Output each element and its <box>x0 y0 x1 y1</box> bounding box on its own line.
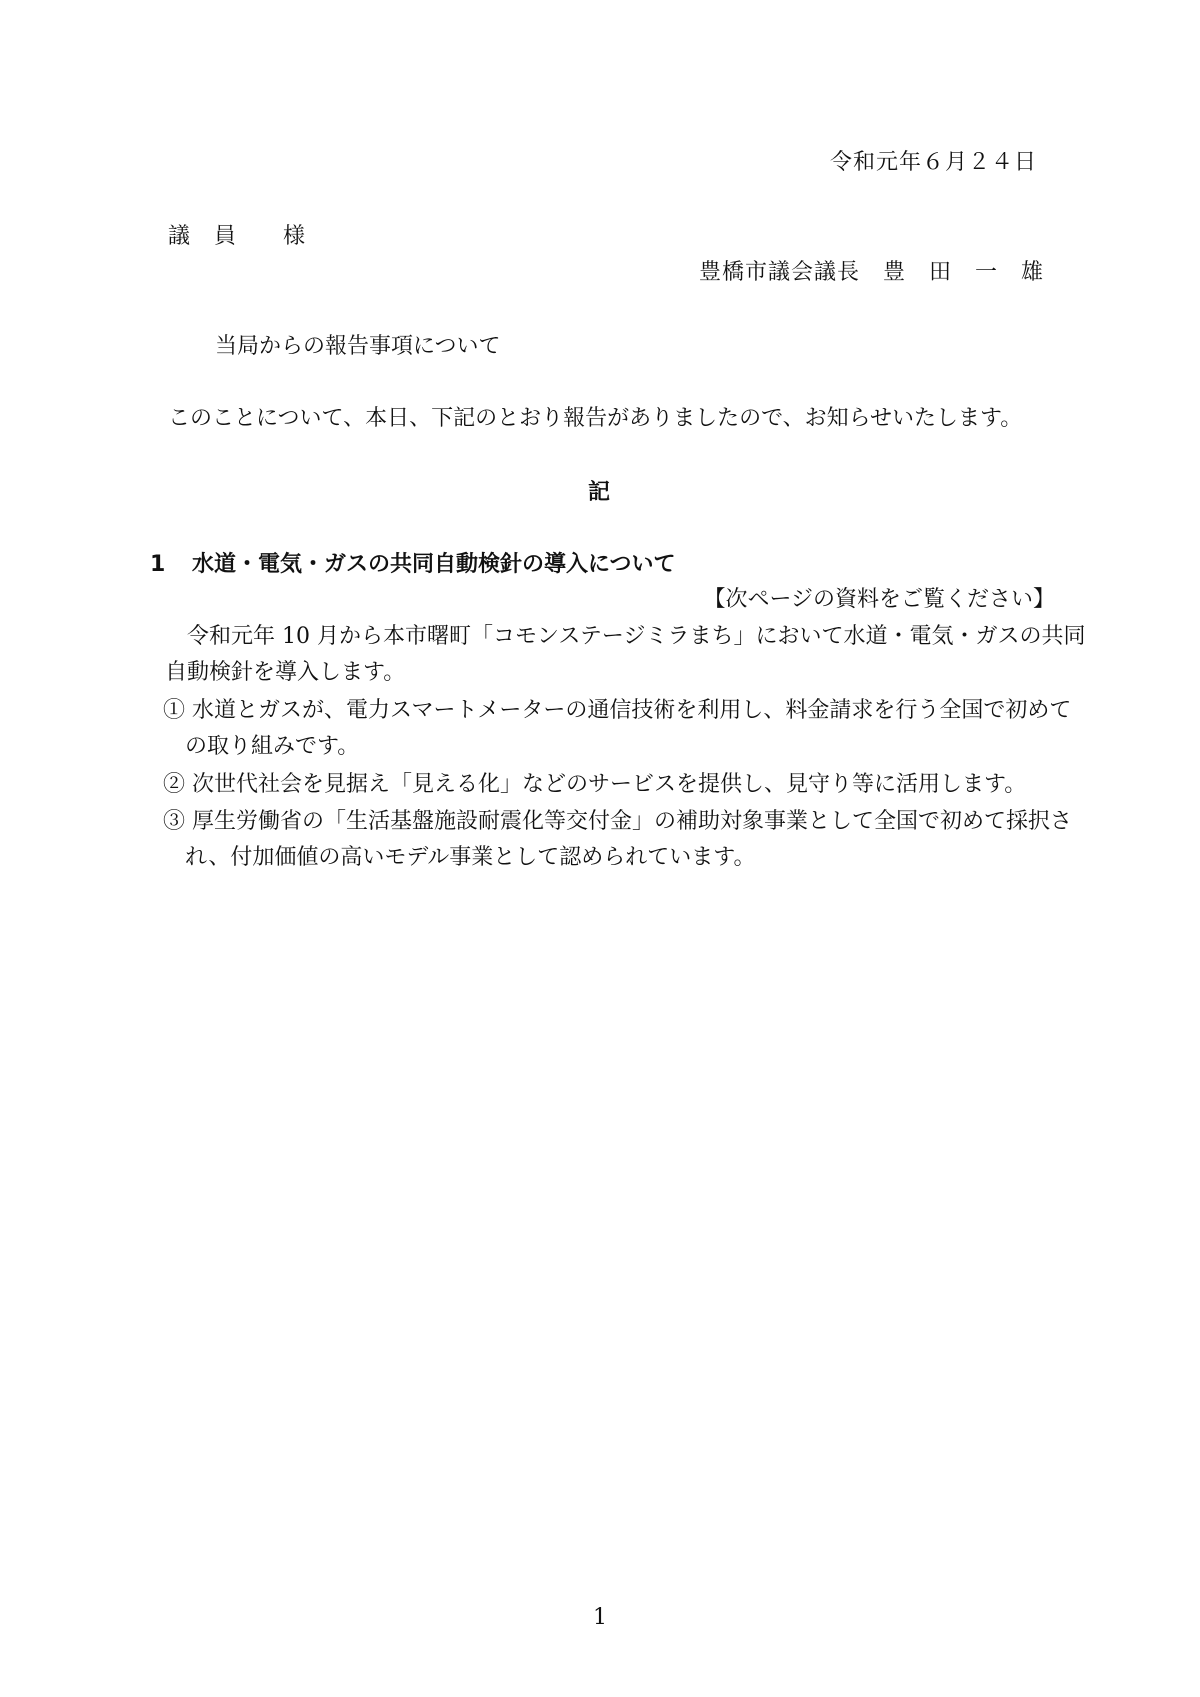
subject-line: 当局からの報告事項について <box>215 334 501 359</box>
list-item-2-line: ② 次世代社会を見据え「見える化」などのサービスを提供し、見守り等に活用します。 <box>163 772 1027 797</box>
body-line: 令和元年 10 月から本市曙町「コモンステージミラまち」において水道・電気・ガスの共同 <box>187 624 1086 649</box>
intro-paragraph: このことについて、本日、下記のとおり報告がありましたので、お知らせいたします。 <box>168 406 1023 431</box>
section-number: 1 <box>150 552 166 577</box>
list-item-3-line: れ、付加価値の高いモデル事業として認められています。 <box>185 845 756 870</box>
reference-note: 【次ページの資料をご覧ください】 <box>703 587 1055 612</box>
section-title: 水道・電気・ガスの共同自動検針の導入について <box>192 552 676 577</box>
list-item-1-line: の取り組みです。 <box>185 734 360 759</box>
ki-heading: 記 <box>588 480 611 505</box>
section-heading <box>150 550 676 580</box>
sender: 豊橋市議会議長 豊 田 一 雄 <box>698 260 1044 285</box>
list-item-3-line: ③ 厚生労働省の「生活基盤施設耐震化等交付金」の補助対象事業として全国で初めて採択さ <box>163 809 1072 834</box>
document-date: 令和元年６月２４日 <box>829 150 1037 175</box>
list-item-1-line: ① 水道とガスが、電力スマートメーターの通信技術を利用し、料金請求を行う全国で初めて <box>163 698 1072 723</box>
page-number: 1 <box>593 1605 607 1630</box>
addressee: 議 員 様 <box>168 224 307 249</box>
body-line: 自動検針を導入します。 <box>165 660 406 685</box>
